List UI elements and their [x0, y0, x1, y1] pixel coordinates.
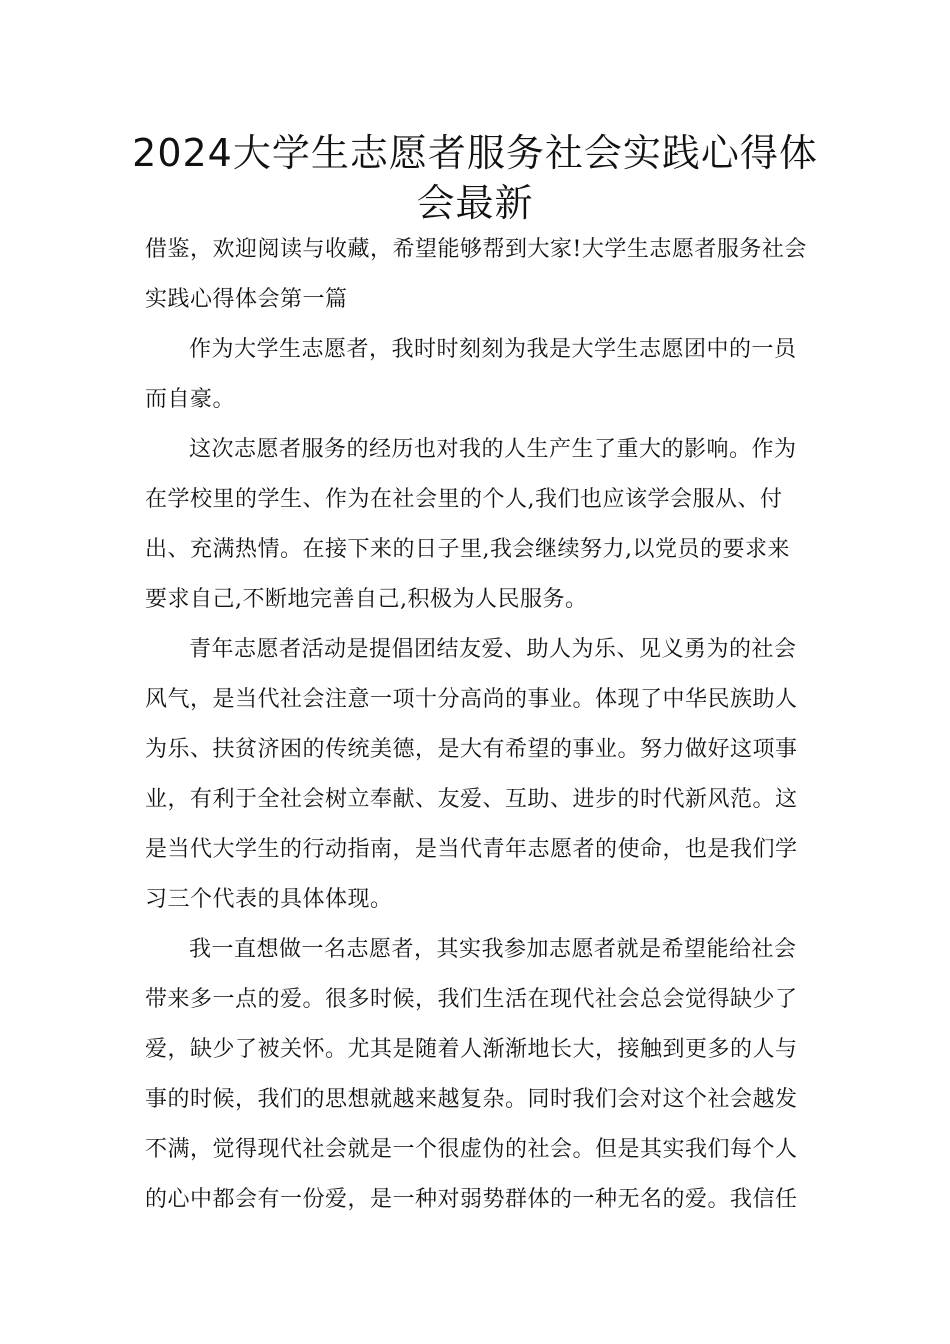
paragraph: 青年志愿者活动是提倡团结友爱、助人为乐、见义勇为的社会风气，是当代社会注意一项十分高尚的事业。体现了中华民族助人为乐、扶贫济困的传统美德，是大有希望的事业。努力做好这项事业，有利于全社会树立奉献、友爱、互助、进步的时代新风范。这是当代大学生的行动指南，是当代青年志愿者的使命，也是我们学习三个代表的具体体现。 [145, 637, 798, 912]
paragraph: 我一直想做一名志愿者，其实我参加志愿者就是希望能给社会带来多一点的爱。很多时候，我们生活在现代社会总会觉得缺少了爱，缺少了被关怀。尤其是随着人渐渐地长大，接触到更多的人与事的时候，我们的思想就越来越复杂。同时我们会对这个社会越发不满，觉得现代社会就是一个很虚伪的社会。但是其实我们每个人的心中都会有一份爱，是一种对弱势群体的一种无名的爱。我信任 [145, 937, 798, 1212]
paragraph: 这次志愿者服务的经历也对我的人生产生了重大的影响。作为在学校里的学生、作为在社会里的个人,我们也应该学会服从、付出、充满热情。在接下来的日子里,我会继续努力,以党员的要求来要求自己,不断地完善自己,积极为人民服务。 [145, 437, 797, 612]
paragraph-intro: 借鉴，欢迎阅读与收藏，希望能够帮到大家!大学生志愿者服务社会实践心得体会第一篇 [145, 237, 807, 312]
paragraph: 作为大学生志愿者，我时时刻刻为我是大学生志愿团中的一员而自豪。 [145, 337, 797, 412]
document-title: 2024大学生志愿者服务社会实践心得体会最新 [132, 131, 818, 225]
document-body [145, 225, 810, 1225]
